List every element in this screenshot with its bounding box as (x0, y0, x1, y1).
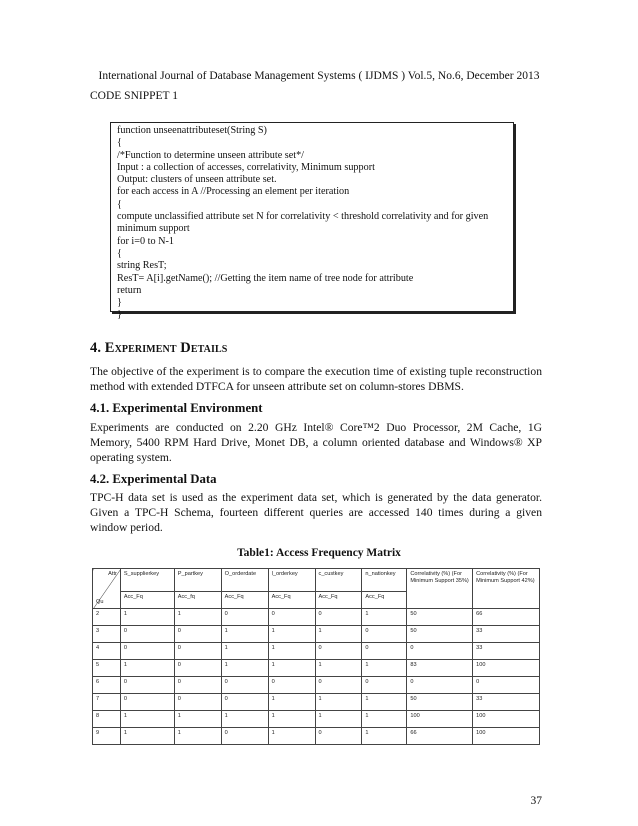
code-line: string ResT; (117, 260, 167, 272)
table-cell: 0 (120, 643, 174, 660)
table-cell: 0 (120, 694, 174, 711)
table-cell: 0 (362, 643, 407, 660)
table-cell: 1 (268, 711, 315, 728)
table-cell: 0 (362, 677, 407, 694)
code-line: return (117, 284, 142, 296)
table-row (93, 609, 540, 626)
table-cell: 0 (174, 694, 221, 711)
subsection-heading-data: 4.2. Experimental Data (90, 472, 217, 486)
table-row (93, 643, 540, 660)
table-cell: 1 (174, 728, 221, 745)
table-row (93, 711, 540, 728)
table-cell: 0 (407, 677, 473, 694)
section-heading: 4. Experiment Details (90, 340, 228, 356)
query-id-cell: 9 (93, 728, 121, 745)
query-id-cell: 8 (93, 711, 121, 728)
corner-cell (93, 569, 121, 609)
environment-paragraph: Experiments are conducted on 2.20 GHz Intel® Core™2 Duo Processor, 2M Cache, 1G Memory, 5400 RPM Hard Drive, Monet DB, a column oriented database and Windows® XP operating system. (90, 421, 542, 464)
table-cell: 1 (221, 660, 268, 677)
code-line: compute unclassified attribute set N for correlativity < threshold correlativity and for given minimum support (117, 211, 489, 235)
access-frequency-table (92, 568, 540, 745)
corner-attr-label: Attr (108, 571, 117, 577)
table-row (93, 677, 540, 694)
table-cell: 1 (120, 609, 174, 626)
table-caption: Table1: Access Frequency Matrix (237, 547, 401, 559)
page-number: 37 (530, 795, 542, 807)
table-cell: 0 (221, 677, 268, 694)
query-id-cell: 6 (93, 677, 121, 694)
code-line: function unseenattributeset(String S) (117, 125, 267, 136)
table-cell: 1 (221, 643, 268, 660)
subheader-cell: Acc_Fq (268, 592, 315, 609)
code-line: { (117, 198, 122, 210)
table-cell: 1 (268, 660, 315, 677)
header-cell: c_custkey (315, 569, 362, 592)
table-cell: 100 (473, 728, 540, 745)
data-paragraph: TPC-H data set is used as the experiment data set, which is generated by the data generator. Given a TPC-H Schema, fourteen different queries are accessed 140 times during a given window period. (90, 491, 542, 534)
subheader-cell: Acc_Fq (120, 592, 174, 609)
table-cell: 1 (268, 643, 315, 660)
table-cell: 66 (473, 609, 540, 626)
table-cell: 1 (174, 609, 221, 626)
table-cell: 33 (473, 694, 540, 711)
table-cell: 50 (407, 609, 473, 626)
code-line: /*Function to determine unseen attribute set*/ (117, 149, 305, 161)
table-cell: 1 (315, 711, 362, 728)
table-cell: 100 (407, 711, 473, 728)
code-snippet-box (110, 122, 514, 321)
header-cell: P_partkey (174, 569, 221, 592)
table-cell: 33 (473, 626, 540, 643)
table-cell: 1 (315, 626, 362, 643)
table-cell: 1 (120, 728, 174, 745)
table-cell: 0 (174, 643, 221, 660)
table-cell: 1 (268, 728, 315, 745)
table-cell: 1 (268, 694, 315, 711)
table-cell: 0 (268, 609, 315, 626)
header-cell: l_orderkey (268, 569, 315, 592)
table-cell: 1 (120, 711, 174, 728)
table-header-row (93, 569, 540, 592)
table-cell: 0 (174, 626, 221, 643)
header-cell-correlativity-35: Correlativity (%) (For Minimum Support 35%) (407, 569, 473, 609)
code-line: Input : a collection of accesses, correlativity, Minimum support (117, 161, 375, 173)
table-cell: 33 (473, 643, 540, 660)
table-cell: 1 (362, 711, 407, 728)
table-cell: 1 (120, 660, 174, 677)
table-cell: 1 (221, 626, 268, 643)
table-cell: 0 (221, 609, 268, 626)
table-cell: 50 (407, 694, 473, 711)
table-row (93, 694, 540, 711)
table-cell: 0 (315, 643, 362, 660)
code-snippet-label: CODE SNIPPET 1 (90, 90, 178, 102)
table-cell: 50 (407, 626, 473, 643)
table-cell: 0 (315, 728, 362, 745)
subheader-cell: Acc_fq (174, 592, 221, 609)
subsection-heading-environment: 4.1. Experimental Environment (90, 401, 263, 415)
subheader-cell: Acc_Fq (362, 592, 407, 609)
table-cell: 1 (315, 694, 362, 711)
table-row (93, 626, 540, 643)
header-cell-correlativity-42: Correlativity (%) (For Minimum Support 42%) (473, 569, 540, 609)
subheader-cell: Acc_Fq (221, 592, 268, 609)
table-cell: 100 (473, 660, 540, 677)
query-id-cell: 7 (93, 694, 121, 711)
code-line: for i=0 to N-1 (117, 235, 174, 247)
code-line: } (117, 297, 122, 309)
table-cell: 1 (362, 660, 407, 677)
table-row (93, 660, 540, 677)
subheader-cell: Acc_Fq (315, 592, 362, 609)
code-line: ResT= A[i].getName(); //Getting the item name of tree node for attribute (117, 272, 414, 284)
header-cell: S_supplierkey (120, 569, 174, 592)
table-cell: 0 (407, 643, 473, 660)
table-cell: 0 (268, 677, 315, 694)
header-cell: n_nationkey (362, 569, 407, 592)
query-id-cell: 3 (93, 626, 121, 643)
table-cell: 0 (221, 728, 268, 745)
table-cell: 0 (315, 609, 362, 626)
table-cell: 100 (473, 711, 540, 728)
code-line: Output: clusters of unseen attribute set. (117, 174, 277, 186)
code-line: { (117, 247, 122, 259)
table-cell: 66 (407, 728, 473, 745)
code-line: { (117, 137, 122, 149)
table-cell: 1 (268, 626, 315, 643)
table-cell: 0 (174, 677, 221, 694)
table-cell: 1 (221, 711, 268, 728)
query-id-cell: 5 (93, 660, 121, 677)
table-cell: 0 (315, 677, 362, 694)
table-cell: 1 (362, 609, 407, 626)
table-cell: 0 (120, 626, 174, 643)
query-id-cell: 4 (93, 643, 121, 660)
table-cell: 1 (174, 711, 221, 728)
code-line: } (117, 309, 122, 321)
running-head: International Journal of Database Management Systems ( IJDMS ) Vol.5, No.6, December 2013 (98, 70, 540, 82)
table-cell: 0 (362, 626, 407, 643)
table-body (93, 609, 540, 745)
query-id-cell: 2 (93, 609, 121, 626)
table-cell: 1 (315, 660, 362, 677)
table-cell: 0 (120, 677, 174, 694)
table-cell: 0 (174, 660, 221, 677)
header-cell: O_orderdate (221, 569, 268, 592)
corner-query-label: Qu (96, 599, 104, 605)
table-cell: 0 (473, 677, 540, 694)
table-cell: 83 (407, 660, 473, 677)
section-paragraph: The objective of the experiment is to compare the execution time of existing tuple reconstruction method with extended DTFCA for unseen attribute set on column-stores DBMS. (90, 365, 542, 393)
table-cell: 0 (221, 694, 268, 711)
table-row (93, 728, 540, 745)
table-cell: 1 (362, 728, 407, 745)
table-cell: 1 (362, 694, 407, 711)
code-line: for each access in A //Processing an element per iteration (117, 186, 350, 198)
